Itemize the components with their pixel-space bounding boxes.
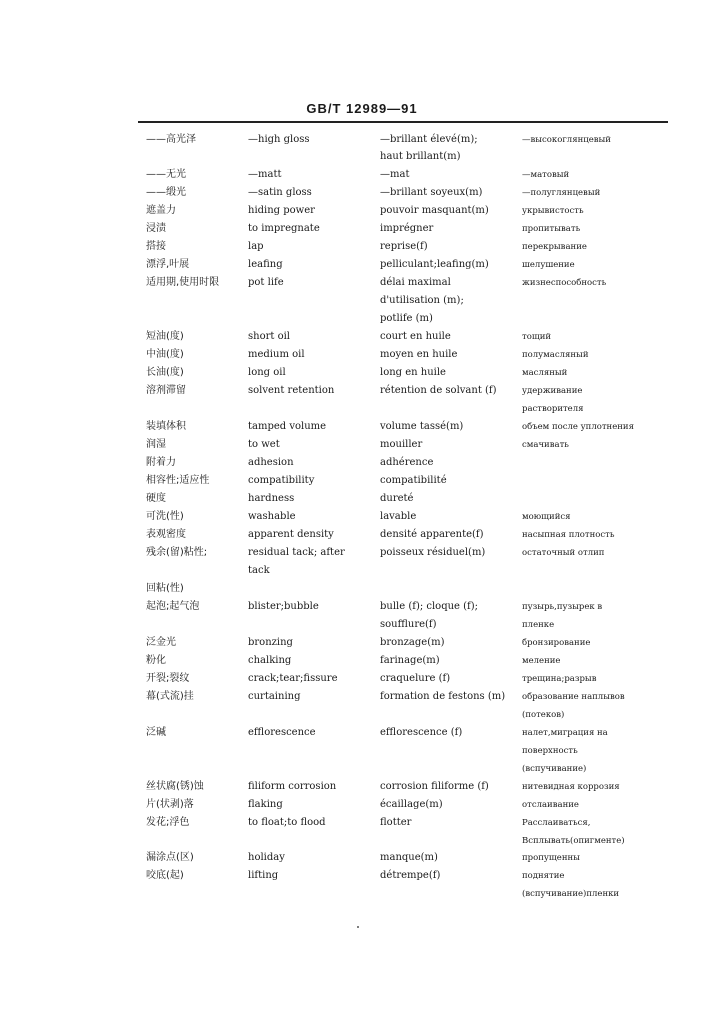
glossary-entry [0,187,724,198]
term-english: to wet [248,439,280,450]
glossary-entry [0,223,724,234]
term-russian: пузырь,пузырек в [522,602,603,612]
term-russian: Расслаиваться, [522,818,591,828]
term-french: mouiller [380,439,423,450]
term-english: medium oil [248,349,305,360]
glossary-entry [0,870,724,881]
glossary-entry [0,439,724,450]
term-english: efflorescence [248,727,316,738]
term-russian: перекрывание [522,242,587,252]
term-french: pouvoir masquant(m) [380,205,489,216]
term-english: residual tack; after [248,547,345,558]
term-english: adhesion [248,457,294,468]
term-french: efflorescence (f) [380,727,463,738]
term-russian: трещина;разрыв [522,674,597,684]
term-russian: объем после уплотнения [522,422,634,432]
term-chinese: 短油(度) [146,331,184,342]
term-french: adhérence [380,457,434,468]
term-chinese: 泛金光 [146,637,176,648]
term-english: crack;tear;fissure [248,673,338,684]
term-russian: меление [522,656,561,666]
term-french: —brillant élevé(m); [380,134,478,145]
glossary-entry [0,565,724,576]
glossary-entry [0,601,724,612]
term-chinese: 长油(度) [146,367,184,378]
term-english: curtaining [248,691,301,702]
term-russian: полумасляный [522,350,589,360]
glossary-entry [0,134,724,145]
term-chinese: 泛碱 [146,727,166,738]
term-french: soufflure(f) [380,619,437,630]
term-chinese: 漂浮,叶展 [146,259,190,270]
glossary-entry [0,817,724,828]
term-chinese: 表观密度 [146,529,186,540]
glossary-entry [0,313,724,324]
term-chinese: 遮盖力 [146,205,176,216]
glossary-entry [0,457,724,468]
term-russian: Всплывать(опигменте) [522,836,625,846]
glossary-entry [0,583,724,594]
term-french: rétention de solvant (f) [380,385,497,396]
glossary-entry [0,151,724,162]
glossary-entry [0,710,724,720]
term-russian: поднятие [522,871,565,881]
term-english: compatibility [248,475,315,486]
term-english: —satin gloss [248,187,312,198]
glossary-entry [0,259,724,270]
term-russian: шелушение [522,260,575,270]
glossary-entry [0,836,724,846]
term-french: corrosion filiforme (f) [380,781,489,792]
term-french: manque(m) [380,852,438,863]
term-chinese: 回粘(性) [146,583,184,594]
term-english: filiform corrosion [248,781,337,792]
term-russian: —матовый [522,170,570,180]
glossary-entry [0,277,724,288]
term-english: blister;bubble [248,601,319,612]
term-russian: пленке [522,620,555,630]
glossary-entry [0,493,724,504]
term-french: —mat [380,169,410,180]
term-english: lap [248,241,264,252]
glossary-entry [0,169,724,180]
term-french: imprégner [380,223,434,234]
glossary-entry [0,529,724,540]
term-russian: пропитывать [522,224,581,234]
term-russian: удерживание [522,386,583,396]
term-english: hardness [248,493,295,504]
term-english: pot life [248,277,284,288]
term-chinese: 漏涂点(区) [146,852,194,863]
glossary-entry [0,367,724,378]
page-header-standard-code: GB/T 12989—91 [306,101,418,116]
term-english: solvent retention [248,385,335,396]
term-chinese: 装填体积 [146,421,186,432]
term-english: tamped volume [248,421,327,432]
term-chinese: 浸渍 [146,223,166,234]
term-french: court en huile [380,331,451,342]
term-french: craquelure (f) [380,673,451,684]
term-russian: пропущенны [522,853,580,863]
term-russian: бронзирование [522,638,591,648]
term-french: bulle (f); cloque (f); [380,601,479,612]
glossary-entry [0,205,724,216]
term-french: lavable [380,511,417,522]
term-chinese: 溶剂滞留 [146,385,186,396]
term-chinese: 搭接 [146,241,166,252]
term-chinese: ——无光 [146,169,186,180]
glossary-entry [0,295,724,306]
term-french: —brillant soyeux(m) [380,187,483,198]
glossary-entry [0,799,724,810]
term-french: bronzage(m) [380,637,445,648]
term-french: reprise(f) [380,241,428,252]
term-english: lifting [248,870,279,881]
term-russian: тощий [522,332,552,342]
term-russian: (потеков) [522,710,565,720]
term-english: short oil [248,331,290,342]
term-russian: укрывистость [522,206,584,216]
term-french: potlife (m) [380,313,433,324]
term-russian: насыпная плотность [522,530,615,540]
term-english: to float;to flood [248,817,326,828]
glossary-entry [0,852,724,863]
term-chinese: 润湿 [146,439,166,450]
term-russian: —полуглянцевый [522,188,601,198]
term-russian: (вспучивание)пленки [522,889,620,899]
term-chinese: 附着力 [146,457,176,468]
glossary-entry [0,727,724,738]
term-english: —high gloss [248,134,310,145]
term-russian: нитевидная коррозия [522,782,620,792]
term-chinese: 相容性;适应性 [146,475,210,486]
term-chinese: 粉化 [146,655,166,666]
glossary-entry [0,547,724,558]
term-chinese: ——高光泽 [146,134,196,145]
glossary-entry [0,655,724,666]
term-chinese: 可洗(性) [146,511,184,522]
term-french: flotter [380,817,412,828]
term-chinese: 适用期,使用时限 [146,277,220,288]
term-english: tack [248,565,270,576]
glossary-entry [0,746,724,756]
term-chinese: 开裂;裂纹 [146,673,190,684]
term-chinese: 中油(度) [146,349,184,360]
term-chinese: 幕(式流)挂 [146,691,194,702]
term-chinese: 起泡;起气泡 [146,601,200,612]
term-russian: образование наплывов [522,692,625,702]
page-dot [357,926,359,928]
term-russian: отслаивание [522,800,579,810]
glossary-entry [0,331,724,342]
term-chinese: ——缎光 [146,187,186,198]
term-french: écaillage(m) [380,799,443,810]
term-french: pelliculant;leafing(m) [380,259,489,270]
glossary-entry [0,637,724,648]
term-english: washable [248,511,296,522]
glossary-entry [0,673,724,684]
term-russian: жизнеспособность [522,278,607,288]
glossary-entry [0,691,724,702]
term-french: formation de festons (m) [380,691,506,702]
term-russian: остаточный отлип [522,548,605,558]
glossary-entry [0,421,724,432]
term-english: chalking [248,655,292,666]
term-english: apparent density [248,529,334,540]
term-french: haut brillant(m) [380,151,461,162]
term-english: long oil [248,367,286,378]
term-french: volume tassé(m) [380,421,464,432]
term-russian: растворителя [522,404,584,414]
term-russian: смачивать [522,440,569,450]
term-french: farinage(m) [380,655,440,666]
term-french: délai maximal [380,277,451,288]
term-french: d'utilisation (m); [380,295,464,306]
term-french: moyen en huile [380,349,458,360]
term-english: —matt [248,169,282,180]
glossary-entry [0,404,724,414]
term-chinese: 残余(留)粘性; [146,547,208,558]
term-french: dureté [380,493,414,504]
term-english: bronzing [248,637,293,648]
term-chinese: 咬底(起) [146,870,184,881]
term-french: poisseux résiduel(m) [380,547,486,558]
term-english: to impregnate [248,223,320,234]
term-russian: моющийся [522,512,571,522]
term-chinese: 硬度 [146,493,166,504]
term-chinese: 片(状剥)落 [146,799,194,810]
term-russian: масляный [522,368,568,378]
glossary-entry [0,511,724,522]
term-french: long en huile [380,367,446,378]
term-chinese: 发花;浮色 [146,817,190,828]
glossary-entry [0,781,724,792]
term-russian: (вспучивание) [522,764,587,774]
term-french: densité apparente(f) [380,529,484,540]
glossary-entry [0,764,724,774]
term-english: leafing [248,259,283,270]
term-english: flaking [248,799,283,810]
term-russian: налет,миграция на [522,728,608,738]
term-english: holiday [248,852,285,863]
term-russian: поверхность [522,746,578,756]
glossary-entry [0,349,724,360]
glossary-entry [0,475,724,486]
term-chinese: 丝状腐(锈)蚀 [146,781,204,792]
term-english: hiding power [248,205,315,216]
glossary-entry [0,385,724,396]
glossary-entry [0,241,724,252]
term-russian: —высокоглянцевый [522,135,611,145]
term-french: détrempe(f) [380,870,441,881]
glossary-entry [0,619,724,630]
term-french: compatibilité [380,475,447,486]
glossary-entry [0,889,724,899]
